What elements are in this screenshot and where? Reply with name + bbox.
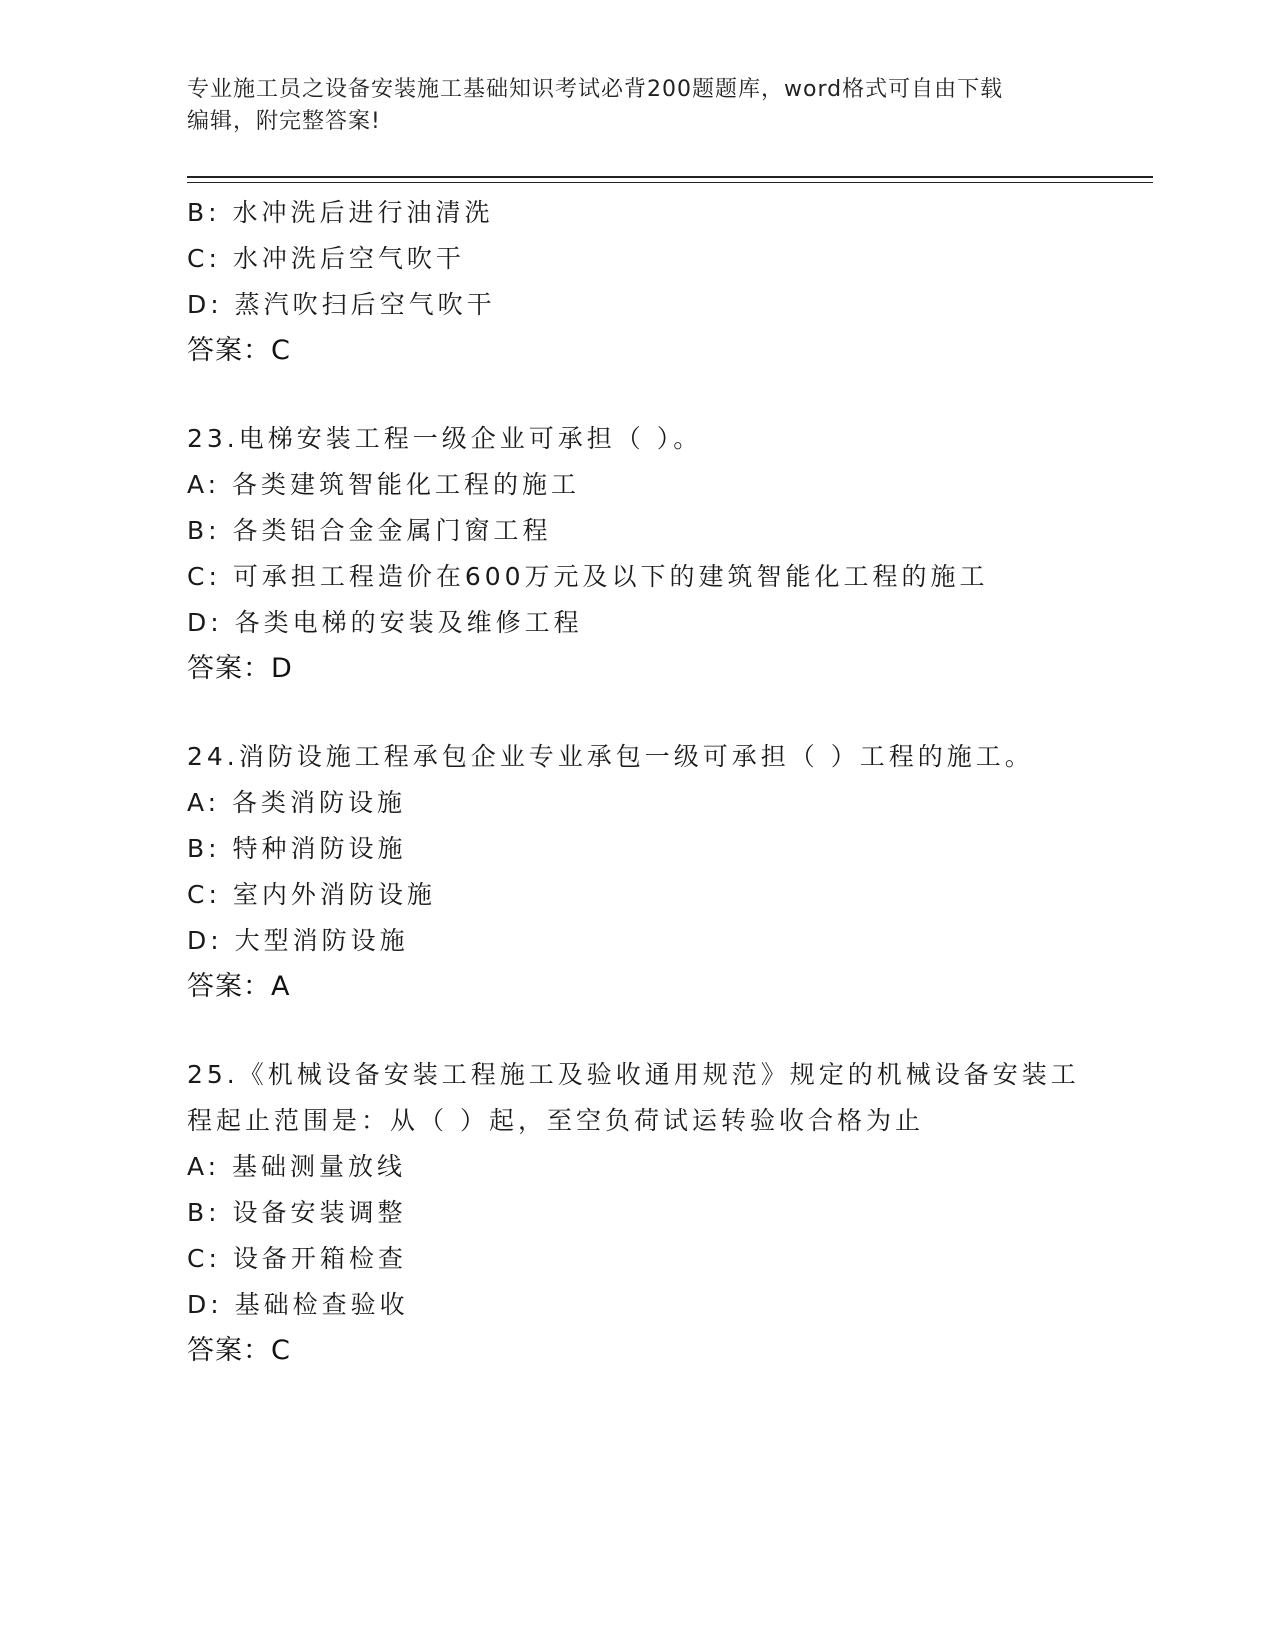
question-stem: 23.电梯安装工程一级企业可承担（ ）。 (187, 424, 703, 453)
answer: 答案：A (187, 971, 291, 1002)
option-c: C: 设备开箱检查 (187, 1244, 407, 1273)
option-c: C: 可承担工程造价在600万元及以下的建筑智能化工程的施工 (187, 562, 989, 591)
header-title-line-continued: 编辑，附完整答案! (187, 109, 381, 134)
option-c: C: 室内外消防设施 (187, 880, 436, 909)
answer: 答案：C (187, 1335, 291, 1366)
option-d: D: 大型消防设施 (187, 926, 409, 955)
question-stem: 25.《机械设备安装工程施工及验收通用规范》规定的机械设备安装工 (187, 1060, 1080, 1089)
option-d: D: 基础检查验收 (187, 1290, 409, 1319)
header-divider-thick (187, 176, 1153, 178)
option-b: B: 各类铝合金金属门窗工程 (187, 516, 552, 545)
spacer (187, 1010, 1107, 1052)
answer: 答案：C (187, 335, 291, 366)
option-d: D: 各类电梯的安装及维修工程 (187, 608, 583, 637)
answer: 答案：D (187, 653, 293, 684)
option-d: D: 蒸汽吹扫后空气吹干 (187, 290, 496, 319)
document-header (187, 74, 1067, 138)
question-23 (187, 416, 1107, 692)
question-22-continued (187, 190, 1107, 374)
spacer (187, 692, 1107, 734)
question-stem-continued: 程起止范围是：从（ ）起，至空负荷试运转验收合格为止 (187, 1106, 924, 1135)
header-divider-thin (187, 182, 1153, 183)
option-b: B: 水冲洗后进行油清洗 (187, 198, 494, 227)
option-b: B: 设备安装调整 (187, 1198, 407, 1227)
question-25 (187, 1052, 1107, 1374)
option-b: B: 特种消防设施 (187, 834, 407, 863)
question-24 (187, 734, 1107, 1010)
option-a: A: 各类建筑智能化工程的施工 (187, 470, 581, 499)
option-a: A: 基础测量放线 (187, 1152, 407, 1181)
option-a: A: 各类消防设施 (187, 788, 407, 817)
option-c: C: 水冲洗后空气吹干 (187, 244, 465, 273)
question-list (187, 190, 1107, 1374)
question-stem: 24.消防设施工程承包企业专业承包一级可承担（ ）工程的施工。 (187, 742, 1034, 771)
spacer (187, 374, 1107, 416)
header-title-line: 专业施工员之设备安装施工基础知识考试必背200题题库，word格式可自由下载 (187, 77, 1004, 102)
